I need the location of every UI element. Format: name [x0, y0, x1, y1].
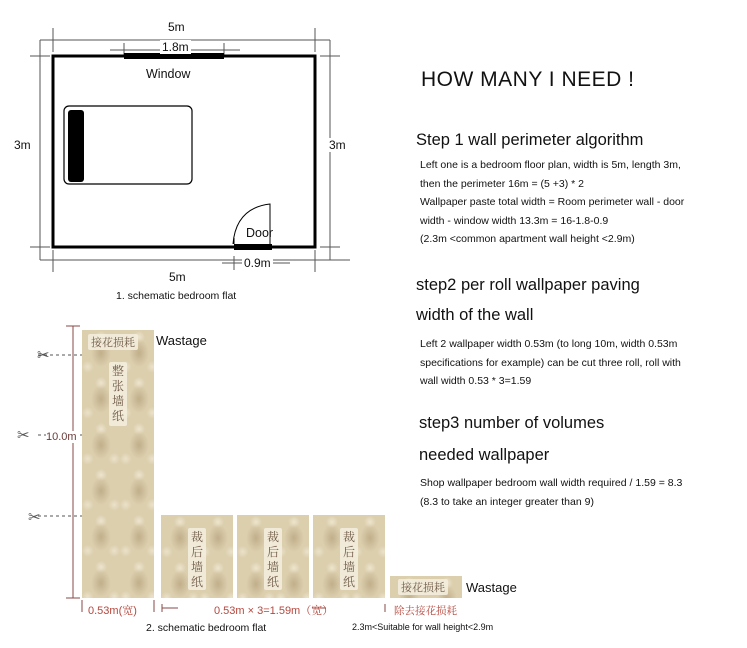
step3-heading-line2: needed wallpaper: [419, 446, 550, 464]
scissors-icon: ✂: [17, 427, 30, 444]
step1-line: (2.3m <common apartment wall height <2.9m): [420, 233, 635, 245]
wall-height-note: 2.3m<Suitable for wall height<2.9m: [352, 622, 494, 632]
remove-waste-cn-label: 除去接花损耗: [394, 605, 457, 617]
roll-width-label: 0.53m(宽): [88, 605, 137, 617]
step1-line: then the perimeter 16m = (5 +3) * 2: [420, 177, 585, 190]
step2-heading-line1: step2 per roll wallpaper paving: [416, 276, 640, 294]
top-waste-cn-label: 接花损耗: [88, 334, 138, 350]
three-width-label: 0.53m × 3=1.59m（宽）: [214, 605, 334, 617]
step2-line: specifications for example) can be cut three roll, roll with: [420, 356, 681, 369]
scissors-icon: ✂: [37, 347, 50, 364]
cut-piece-1-cn-label: 裁后墙纸: [190, 530, 203, 589]
door-label: Door: [246, 226, 274, 240]
step3-heading-line1: step3 number of volumes: [419, 414, 605, 432]
step2-heading-line2: width of the wall: [416, 306, 534, 324]
step1-line: width - window width 13.3m = 16-1.8-0.9: [420, 214, 609, 227]
step1-line: Wallpaper paste total width = Room perimeter wall - door: [420, 196, 685, 208]
step3-line: Shop wallpaper bedroom wall width required / 1.59 = 8.3: [420, 477, 683, 489]
door-width-label: 0.9m: [244, 256, 271, 270]
end-waste-label: Wastage: [466, 580, 517, 595]
step3-text: [420, 474, 682, 511]
step3-line: (8.3 to take an integer greater than 9): [420, 495, 594, 508]
cut-piece-2-cn-label: 裁后墙纸: [266, 530, 279, 589]
roll-diagram-caption: 2. schematic bedroom flat: [146, 622, 267, 634]
cut-piece-3-cn-label: 裁后墙纸: [342, 530, 355, 589]
top-width-label: 5m: [168, 20, 185, 34]
guide-title: HOW MANY I NEED !: [421, 68, 635, 91]
step1-heading: Step 1 wall perimeter algorithm: [416, 131, 644, 149]
roll-length-label: 10.0m: [46, 431, 77, 443]
step2-line: wall width 0.53 * 3=1.59: [420, 375, 532, 387]
top-waste-label: Wastage: [156, 333, 207, 348]
scissors-icon: ✂: [28, 509, 41, 526]
step1-line: Left one is a bedroom floor plan, width is 5m, length 3m,: [420, 159, 681, 171]
door-mark: [234, 244, 272, 250]
right-length-label: 3m: [329, 138, 346, 152]
step2-text: [420, 335, 681, 391]
bottom-width-label: 5m: [169, 270, 186, 284]
step2-line: Left 2 wallpaper width 0.53m (to long 10m, width 0.53m: [420, 338, 678, 350]
window-width-label: 1.8m: [162, 40, 189, 54]
end-waste-cn-label: 接花损耗: [398, 579, 448, 595]
step1-text: [420, 156, 684, 249]
window-label: Window: [146, 67, 191, 81]
left-length-label: 3m: [14, 138, 31, 152]
bed-headboard: [68, 110, 84, 182]
floor-plan-caption: 1. schematic bedroom flat: [116, 290, 237, 302]
whole-roll-cn-label: 整张墙纸: [111, 364, 124, 423]
